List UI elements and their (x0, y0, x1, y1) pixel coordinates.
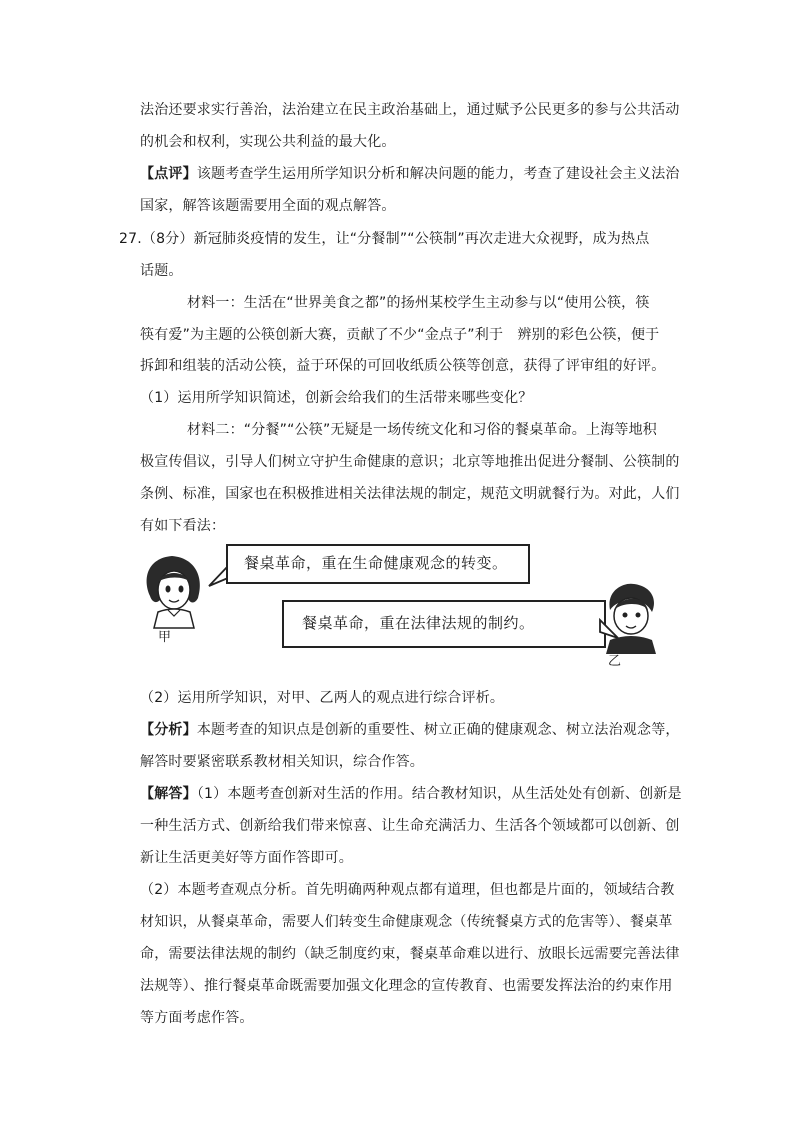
text-line: 该题考查学生运用所学知识分析和解决问题的能力，考查了建设社会主义法治 (196, 166, 680, 182)
comment-paragraph (140, 165, 680, 183)
question-27 (119, 230, 650, 248)
bubble-text-yi: 餐桌革命，重在法律法规的制约。 (302, 614, 535, 632)
girl-jia-icon (140, 552, 210, 630)
text-line: 法规等）、推行餐桌革命既需要加强文化理念的宣传教育、也需要发挥法治的约束作用 (140, 978, 673, 994)
bubble-text-jia: 餐桌革命，重在生命健康观念的转变。 (244, 554, 508, 572)
text-line: 话题。 (140, 263, 183, 279)
text-line: 有如下看法： (140, 518, 226, 534)
question-number: 27. (119, 231, 142, 247)
answer-paragraph (140, 785, 682, 803)
text-line: （1）本题考查创新对生活的作用。结合教材知识，从生活处处有创新、创新是 (196, 786, 682, 802)
text-line: 筷有爱”为主题的公筷创新大赛，贡献了不少“金点子”利于 辨别的彩色公筷，便于 (140, 327, 660, 343)
speech-bubble-yi (282, 600, 606, 648)
comment-tag: 【点评】 (140, 166, 197, 182)
text-line: 解答时要紧密联系教材相关知识，综合作答。 (140, 754, 424, 770)
label-jia: 甲 (158, 630, 172, 645)
speech-bubble-jia (226, 544, 530, 584)
text-line: 国家，解答该题需要用全面的观点解答。 (140, 198, 396, 214)
text-line: 极宣传倡议，引导人们树立守护生命健康的意识；北京等地推出促进分餐制、公筷制的 (140, 454, 680, 470)
answer-tag: 【解答】 (140, 786, 197, 802)
text-line: 等方面考虑作答。 (140, 1010, 254, 1026)
sub-question-1: （1）运用所学知识简述，创新会给我们的生活带来哪些变化？ (140, 390, 533, 406)
analysis-tag: 【分析】 (140, 722, 197, 738)
text-line: （8分）新冠肺炎疫情的发生，让“分餐制”“公筷制”再次走进大众视野，成为热点 (141, 231, 650, 247)
text-line: 的机会和权利，实现公共利益的最大化。 (140, 134, 396, 150)
text-line: 本题考查的知识点是创新的重要性、树立正确的健康观念、树立法治观念等， (196, 722, 680, 738)
text-line: 新让生活更美好等方面作答即可。 (140, 850, 353, 866)
boy-yi-icon (600, 582, 660, 654)
text-line: （2）本题考查观点分析。首先明确两种观点都有道理，但也都是片面的，领域结合教 (140, 882, 675, 898)
opinion-illustration (138, 538, 658, 668)
text-line: 命，需要法律法规的制约（缺乏制度约束，餐桌革命难以进行、放眼长远需要完善法律 (140, 946, 680, 962)
text-line: 材知识，从餐桌革命，需要人们转变生命健康观念（传统餐桌方式的危害等）、餐桌革 (140, 914, 673, 930)
analysis-paragraph (140, 721, 680, 739)
text-line: 拆卸和组装的活动公筷，益于环保的可回收纸质公筷等创意，获得了评审组的好评。 (140, 358, 666, 374)
sub-question-2: （2）运用所学知识，对甲、乙两人的观点进行综合评析。 (140, 690, 505, 706)
text-line: 一种生活方式、创新给我们带来惊喜、让生命充满活力、生活各个领域都可以创新、创 (140, 818, 680, 834)
text-line: 法治还要求实行善治，法治建立在民主政治基础上，通过赋予公民更多的参与公共活动 (140, 102, 680, 118)
material-two: 材料二：“分餐”“公筷”无疑是一场传统文化和习俗的餐桌革命。上海等地积 (187, 422, 658, 438)
material-one: 材料一：生活在“世界美食之都”的扬州某校学生主动参与以“使用公筷，筷 (187, 295, 650, 311)
label-yi: 乙 (608, 654, 622, 669)
text-line: 条例、标准，国家也在积极推进相关法律法规的制定，规范文明就餐行为。对此，人们 (140, 486, 680, 502)
